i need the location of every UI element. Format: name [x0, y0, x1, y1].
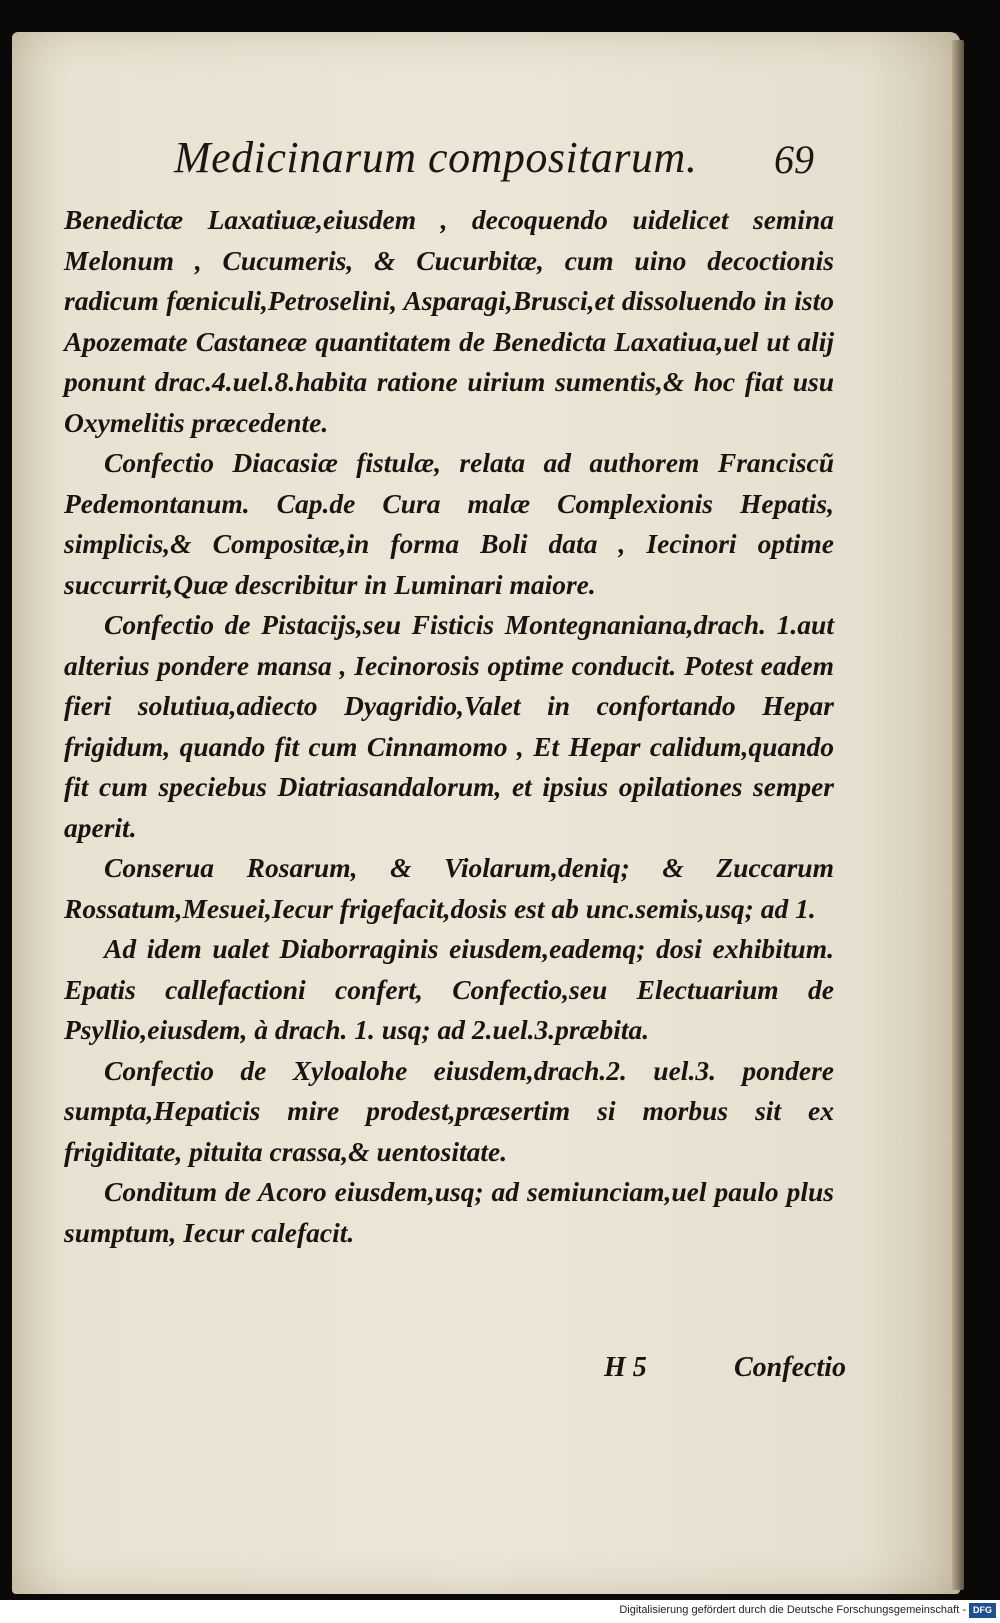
catchword: Confectio: [734, 1352, 846, 1383]
signature-mark: H 5: [604, 1352, 647, 1383]
running-head: [144, 132, 844, 192]
running-title: Medicinarum compositarum.: [174, 133, 698, 182]
body-text: [64, 200, 834, 1253]
paragraph: Conditum de Acoro eiusdem,usq; ad semiunciam,uel paulo plus sumptum, Iecur calefacit.: [64, 1176, 834, 1248]
paragraph: Confectio Diacasiæ fistulæ, relata ad authorem Franciscũ Pedemontanum. Cap.de Cura malæ Complexionis Hepatis, simplicis,& Compositæ,in forma Boli data , Iecinori optime succurrit,Quæ describitur in Luminari maiore.: [64, 447, 834, 600]
digitization-footer: [0, 1600, 1000, 1623]
book-spine-edge: [952, 40, 964, 1590]
paragraph: Confectio de Xyloalohe eiusdem,drach.2. uel.3. pondere sumpta,Hepaticis mire prodest,præsertim si morbus sit ex frigiditate, pituita crassa,& uentositate.: [64, 1054, 834, 1167]
catchline: [504, 1352, 846, 1396]
book-page: [12, 32, 960, 1594]
paragraph: Benedictæ Laxatiuæ,eiusdem , decoquendo uidelicet semina Melonum , Cucumeris, & Cucurbitæ, cum uino decoctionis radicum fœniculi,Petroselini, Asparagi,Brusci,et dissoluendo in isto Apozemate Castaneæ quantitatem de Benedicta Laxatiua,uel ut alij ponunt drac.4.uel.8.habita ratione uirium sumentis,& hoc fiat usu Oxymelitis præcedente.: [64, 204, 834, 438]
paragraph: Ad idem ualet Diaborraginis eiusdem,eademq; dosi exhibitum. Epatis callefactioni confert, Confectio,seu Electuarium de Psyllio,eiusdem, à drach. 1. usq; ad 2.uel.3.præbita.: [64, 933, 834, 1045]
dfg-logo-icon: DFG: [969, 1603, 996, 1618]
funding-notice: Digitalisierung gefördert durch die Deutsche Forschungsgemeinschaft -: [619, 1604, 966, 1616]
page-number: 69: [774, 137, 814, 182]
paragraph: Conserua Rosarum, & Violarum,deniq; & Zuccarum Rossatum,Mesuei,Iecur frigefacit,dosis est ab unc.semis,usq; ad 1.: [64, 852, 834, 924]
paragraph: Confectio de Pistacijs,seu Fisticis Montegnaniana,drach. 1.aut alterius pondere mansa , Iecinorosis optime conducit. Potest eadem fieri solutiua,adiecto Dyagridio,Valet in confortando Hepar frigidum, quando fit cum Cinnamomo , Et Hepar calidum,quando fit cum speciebus Diatriasandalorum, et ipsius opilationes semper aperit.: [64, 609, 834, 843]
